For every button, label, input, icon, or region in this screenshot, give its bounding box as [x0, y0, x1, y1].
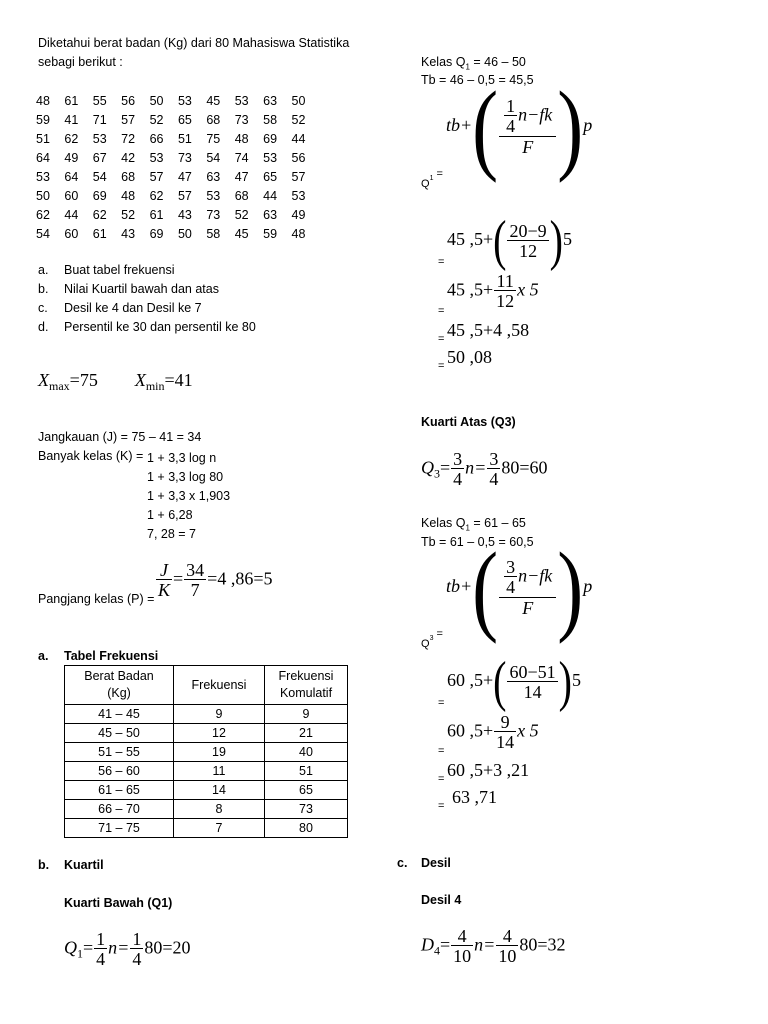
- panjang-kelas-label: Pangjang kelas (P) =: [38, 592, 155, 606]
- raw-data-value: 59: [36, 113, 50, 127]
- header-komulatif: Frekuensi Komulatif: [265, 666, 348, 705]
- raw-data-value: 64: [64, 170, 79, 184]
- raw-data-value: 50: [177, 227, 192, 241]
- raw-data-value: 63: [263, 94, 278, 108]
- frequency-table: [64, 665, 348, 838]
- table-cell: 66 – 70: [65, 800, 174, 819]
- raw-data-value: 65: [177, 113, 192, 127]
- raw-data-row: [36, 225, 320, 244]
- q1-title: Kuarti Bawah (Q1): [64, 896, 173, 910]
- raw-data-value: 55: [92, 94, 107, 108]
- table-cell: 21: [265, 724, 348, 743]
- raw-data-value: 71: [92, 113, 107, 127]
- raw-data-value: 72: [121, 132, 136, 146]
- raw-data-value: 65: [263, 170, 278, 184]
- table-cell: 14: [174, 781, 265, 800]
- raw-data-value: 73: [177, 151, 192, 165]
- task-item: [38, 299, 256, 318]
- xmax-sub: max: [49, 379, 70, 393]
- raw-data-value: 44: [263, 189, 278, 203]
- table-row: [65, 724, 348, 743]
- raw-data-value: 45: [234, 227, 249, 241]
- raw-data-value: 56: [291, 151, 306, 165]
- intro-line-1: Diketahui berat badan (Kg) dari 80 Mahasiswa Statistika: [38, 36, 350, 50]
- raw-data-value: 48: [36, 94, 50, 108]
- xmin-sub: min: [145, 379, 165, 393]
- raw-data-row: [36, 168, 320, 187]
- raw-data-value: 53: [36, 170, 50, 184]
- raw-data-value: 57: [121, 113, 136, 127]
- raw-data-value: 53: [263, 151, 278, 165]
- raw-data-value: 48: [121, 189, 136, 203]
- xmax-xmin-formula: [38, 370, 193, 394]
- xmax-value: =75: [69, 370, 98, 390]
- q3-step-4: 63 ,71: [452, 787, 497, 807]
- table-cell: 80: [265, 819, 348, 838]
- table-cell: 65: [265, 781, 348, 800]
- raw-data-value: 61: [92, 227, 107, 241]
- raw-data-value: 52: [234, 208, 249, 222]
- q3-kelas: Kelas $Q_1 = 61 - 65$: [421, 516, 526, 533]
- raw-data-value: 49: [291, 208, 306, 222]
- q3-eq-3: =: [438, 773, 445, 785]
- table-row: [65, 800, 348, 819]
- raw-data-value: 62: [36, 208, 50, 222]
- pk-num-1: J: [160, 560, 168, 580]
- raw-data-value: 52: [291, 113, 306, 127]
- d4-formula: $D_4=$ $\frac{4}{10}$ n= $\frac{4}{10}$ 80=32: [421, 926, 566, 966]
- banyak-kelas-label: Banyak kelas (K) =: [38, 449, 144, 463]
- raw-data-row: [36, 130, 320, 149]
- q1-tb: Tb = 46 – 0,5 = 45,5: [421, 73, 534, 87]
- raw-data-value: 51: [36, 132, 50, 146]
- q3-eq-1: =: [438, 697, 445, 709]
- task-letter: b.: [38, 282, 49, 296]
- raw-data-row: [36, 111, 320, 130]
- table-cell: 9: [174, 705, 265, 724]
- kuartil-section-letter: b.: [38, 858, 50, 872]
- raw-data-value: 52: [149, 113, 164, 127]
- pk-den-2: 7: [190, 580, 200, 600]
- raw-data-value: 66: [149, 132, 164, 146]
- table-cell: 51 – 55: [65, 743, 174, 762]
- raw-data-value: 53: [149, 151, 164, 165]
- pk-num-2: 34: [186, 560, 205, 580]
- table-cell: 73: [265, 800, 348, 819]
- raw-data-value: 60: [64, 189, 79, 203]
- raw-data-value: 61: [149, 208, 164, 222]
- raw-data-value: 69: [149, 227, 164, 241]
- q1-eq-3: =: [438, 333, 445, 345]
- q1-step-4: 50 ,08: [447, 347, 492, 367]
- task-text: Persentil ke 30 dan persentil ke 80: [64, 320, 256, 334]
- table-cell: 11: [174, 762, 265, 781]
- banyak-kelas-steps: [147, 449, 230, 544]
- q1-formula: $Q_1=$ $\frac{1}{4}$ n= $\frac{1}{4}$ 80=20: [64, 929, 191, 969]
- task-letter: d.: [38, 320, 49, 334]
- table-row: [65, 819, 348, 838]
- table-cell: 45 – 50: [65, 724, 174, 743]
- raw-data-value: 53: [206, 189, 221, 203]
- raw-data-value: 61: [64, 94, 79, 108]
- raw-data-row: [36, 206, 320, 225]
- raw-data-row: [36, 187, 320, 206]
- q3-title: Kuarti Atas (Q3): [421, 415, 516, 429]
- header-berat: Berat Badan (Kg): [65, 666, 174, 705]
- q3-formula: $Q_3=$ $\frac{3}{4}$ n= $\frac{3}{4}$ 80=60: [421, 449, 548, 489]
- q1-step-2: 45 ,5+ $\frac{11}{12}$ x 5: [447, 271, 539, 311]
- q3-tb: Tb = 61 – 0,5 = 60,5: [421, 535, 534, 549]
- header-frekuensi: Frekuensi: [174, 666, 265, 705]
- raw-data-value: 54: [92, 170, 107, 184]
- raw-data-value: 48: [234, 132, 249, 146]
- table-cell: 40: [265, 743, 348, 762]
- jangkauan: Jangkauan (J) = 75 – 41 = 34: [38, 430, 202, 444]
- task-text: Buat tabel frekuensi: [64, 263, 175, 277]
- raw-data-value: 68: [206, 113, 221, 127]
- table-cell: 8: [174, 800, 265, 819]
- raw-data-value: 49: [64, 151, 79, 165]
- banyak-kelas-step: 1 + 3,3 x 1,903: [147, 489, 231, 503]
- q3-general-formula: tb+( $\frac{3}{4}$ n−fk F )p: [446, 530, 593, 644]
- table-row: [65, 762, 348, 781]
- q1-step-1: 45 ,5+( $\frac{20-9}{12}$ )5: [447, 208, 572, 272]
- task-item: [38, 261, 256, 280]
- pk-den-1: K: [158, 580, 171, 600]
- raw-data-value: 44: [64, 208, 79, 222]
- table-row: [65, 781, 348, 800]
- table-cell: 7: [174, 819, 265, 838]
- q3-step-1: 60 ,5+( $\frac{60-51}{14}$ )5: [447, 649, 581, 713]
- xmin-symbol: X: [134, 370, 146, 390]
- raw-data-value: 52: [121, 208, 136, 222]
- raw-data-value: 58: [263, 113, 278, 127]
- raw-data-value: 68: [121, 170, 136, 184]
- raw-data-value: 48: [291, 227, 306, 241]
- xmin-value: =41: [164, 370, 193, 390]
- banyak-kelas-step: 1 + 6,28: [147, 508, 193, 522]
- raw-data-value: 62: [149, 189, 164, 203]
- raw-data-value: 64: [36, 151, 50, 165]
- raw-data-value: 50: [36, 189, 50, 203]
- table-cell: 9: [265, 705, 348, 724]
- raw-data-value: 57: [177, 189, 192, 203]
- raw-data-value: 50: [291, 94, 306, 108]
- q1-kelas: Kelas $Q_1 = 46 - 50$: [421, 55, 526, 72]
- raw-data-value: 63: [263, 208, 278, 222]
- raw-data-value: 58: [206, 227, 221, 241]
- q3-eq-2: =: [438, 745, 445, 757]
- raw-data-value: 73: [234, 113, 249, 127]
- raw-data-value: 68: [234, 189, 249, 203]
- table-cell: 56 – 60: [65, 762, 174, 781]
- raw-data-value: 53: [92, 132, 107, 146]
- xmax-symbol: X: [38, 370, 49, 390]
- raw-data-row: [36, 92, 320, 111]
- kuartil-section-title: Kuartil: [64, 858, 104, 872]
- table-row: [65, 743, 348, 762]
- raw-data-value: 62: [92, 208, 107, 222]
- raw-data-value: 47: [177, 170, 192, 184]
- raw-data-value: 53: [177, 94, 192, 108]
- raw-data-value: 74: [234, 151, 249, 165]
- panjang-kelas-formula: $\frac{J}{K}$ = $\frac{34}{7}$ =4 ,86=5: [158, 560, 273, 600]
- task-text: Nilai Kuartil bawah dan atas: [64, 282, 219, 296]
- table-row: [65, 705, 348, 724]
- raw-data-grid: [36, 92, 320, 244]
- raw-data-value: 69: [263, 132, 278, 146]
- raw-data-value: 54: [206, 151, 221, 165]
- table-cell: 61 – 65: [65, 781, 174, 800]
- raw-data-value: 54: [36, 227, 50, 241]
- raw-data-value: 67: [92, 151, 107, 165]
- table-cell: 12: [174, 724, 265, 743]
- raw-data-row: [36, 149, 320, 168]
- raw-data-value: 53: [291, 189, 306, 203]
- d4-title: Desil 4: [421, 893, 462, 907]
- pk-result: =4 ,86=5: [207, 568, 273, 589]
- raw-data-value: 60: [64, 227, 79, 241]
- raw-data-value: 75: [206, 132, 221, 146]
- raw-data-value: 41: [64, 113, 79, 127]
- raw-data-value: 57: [291, 170, 306, 184]
- q1-eq-1: =: [438, 256, 445, 268]
- raw-data-value: 59: [263, 227, 278, 241]
- q1-step-3: 45 ,5+4 ,58: [447, 320, 530, 340]
- banyak-kelas-step: 1 + 3,3 log 80: [147, 470, 224, 484]
- raw-data-value: 43: [177, 208, 192, 222]
- table-cell: 19: [174, 743, 265, 762]
- q1-label-small: $Q_1$ =: [421, 168, 443, 190]
- intro-line-2: sebagi berikut :: [38, 55, 123, 69]
- raw-data-value: 43: [121, 227, 136, 241]
- q3-step-2: 60 ,5+ $\frac{9}{14}$ x 5: [447, 712, 539, 752]
- q1-eq-4: =: [438, 360, 445, 372]
- task-letter: a.: [38, 263, 49, 277]
- task-letter: c.: [38, 301, 48, 315]
- raw-data-value: 62: [64, 132, 79, 146]
- table-cell: 71 – 75: [65, 819, 174, 838]
- task-item: [38, 318, 256, 337]
- q3-eq-4: =: [438, 800, 445, 812]
- table-section-title: Tabel Frekuensi: [64, 649, 159, 663]
- raw-data-value: 69: [92, 189, 107, 203]
- raw-data-value: 51: [177, 132, 192, 146]
- raw-data-value: 73: [206, 208, 221, 222]
- raw-data-value: 47: [234, 170, 249, 184]
- task-text: Desil ke 4 dan Desil ke 7: [64, 301, 202, 315]
- desil-section-letter: c.: [397, 856, 408, 870]
- raw-data-value: 45: [206, 94, 221, 108]
- q3-label-small: $Q_3$ =: [421, 628, 443, 650]
- raw-data-value: 63: [206, 170, 221, 184]
- table-cell: 41 – 45: [65, 705, 174, 724]
- q3-step-3: 60 ,5+3 ,21: [447, 760, 530, 780]
- raw-data-value: 57: [149, 170, 164, 184]
- desil-section-title: Desil: [421, 856, 451, 870]
- raw-data-value: 44: [291, 132, 306, 146]
- table-cell: 51: [265, 762, 348, 781]
- banyak-kelas-step: 7, 28 = 7: [147, 527, 196, 541]
- banyak-kelas-step: 1 + 3,3 log n: [147, 451, 217, 465]
- raw-data-value: 50: [149, 94, 164, 108]
- raw-data-value: 56: [121, 94, 136, 108]
- q1-eq-2: =: [438, 305, 445, 317]
- q1-general-formula: tb+( $\frac{1}{4}$ n−fk F )p: [446, 69, 593, 183]
- task-list: [38, 261, 256, 337]
- raw-data-value: 53: [234, 94, 249, 108]
- task-item: [38, 280, 256, 299]
- table-section-letter: a.: [38, 649, 49, 663]
- raw-data-value: 42: [121, 151, 136, 165]
